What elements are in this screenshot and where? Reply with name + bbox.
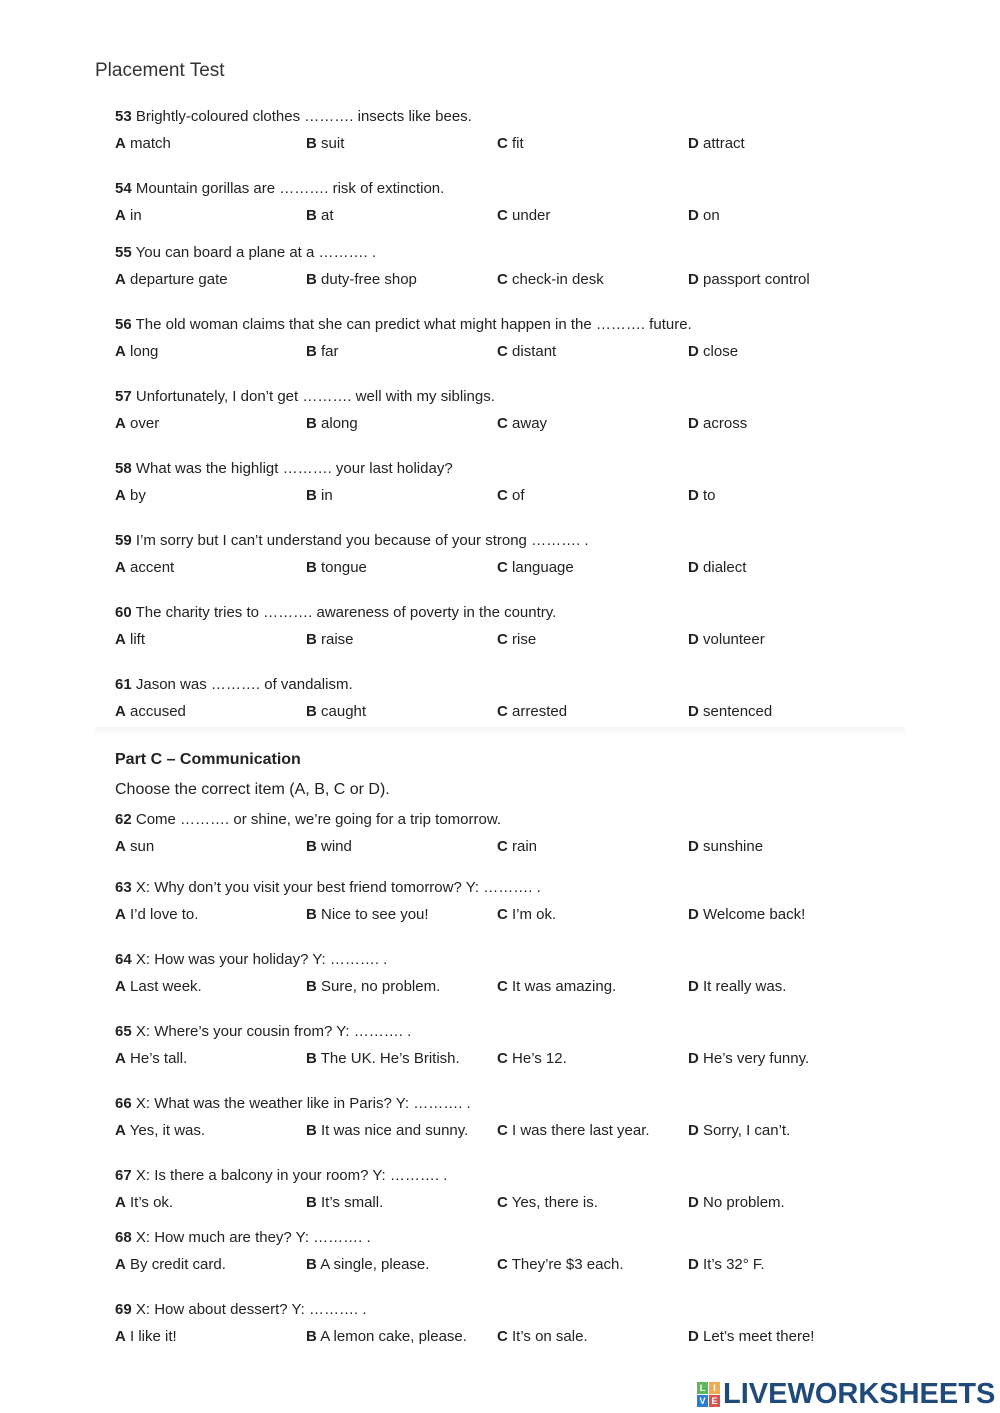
option-63-b[interactable]	[306, 906, 429, 923]
option-62-b[interactable]	[306, 838, 352, 855]
option-text: It really was.	[703, 978, 787, 995]
option-letter: D	[688, 415, 699, 432]
question-62	[115, 811, 501, 828]
option-letter: A	[115, 271, 126, 288]
option-text: wind	[321, 838, 352, 855]
option-letter: B	[306, 559, 317, 576]
logo-block: V	[697, 1395, 708, 1407]
option-65-d[interactable]	[688, 1050, 809, 1067]
option-text: over	[130, 415, 160, 432]
option-68-b[interactable]	[306, 1256, 429, 1273]
question-text: Come ………. or shine, we’re going for a trip tomorrow.	[135, 811, 501, 828]
option-text: They’re $3 each.	[511, 1256, 624, 1273]
option-54-d[interactable]	[688, 207, 720, 224]
option-69-a[interactable]	[115, 1328, 177, 1345]
option-66-b[interactable]	[306, 1122, 468, 1139]
question-text: I’m sorry but I can’t understand you because of your strong ………. .	[135, 532, 589, 549]
option-letter: B	[306, 1328, 317, 1345]
option-text: It was nice and sunny.	[321, 1122, 469, 1139]
question-number: 53	[115, 108, 132, 125]
option-text: The UK. He’s British.	[320, 1050, 460, 1067]
question-text: X: How about dessert? Y: ………. .	[135, 1301, 367, 1318]
option-letter: B	[306, 1256, 317, 1273]
option-text: raise	[321, 631, 354, 648]
option-letter: A	[115, 135, 126, 152]
option-text: on	[703, 207, 720, 224]
question-text: Unfortunately, I don’t get ………. well with my siblings.	[135, 388, 495, 405]
option-text: close	[703, 343, 739, 360]
option-letter: C	[497, 415, 508, 432]
option-text: in	[130, 207, 142, 224]
option-53-b[interactable]	[306, 135, 344, 152]
option-61-b[interactable]	[306, 703, 366, 720]
option-64-c[interactable]	[497, 978, 616, 995]
question-number: 67	[115, 1167, 132, 1184]
option-65-c[interactable]	[497, 1050, 567, 1067]
question-66	[115, 1095, 471, 1112]
question-63	[115, 879, 541, 896]
question-68	[115, 1229, 371, 1246]
option-text: arrested	[512, 703, 568, 720]
option-63-a[interactable]	[115, 906, 198, 923]
option-67-c[interactable]	[497, 1194, 598, 1211]
question-54	[115, 180, 444, 197]
option-text: of	[512, 487, 525, 504]
question-text: Brightly-coloured clothes ………. insects like bees.	[135, 108, 472, 125]
option-text: tongue	[321, 559, 367, 576]
option-59-b[interactable]	[306, 559, 367, 576]
question-text: You can board a plane at a ………. .	[135, 244, 377, 261]
option-text: volunteer	[703, 631, 765, 648]
option-letter: C	[497, 906, 508, 923]
option-54-c[interactable]	[497, 207, 550, 224]
liveworksheets-logo[interactable]	[697, 1378, 995, 1411]
option-letter: A	[115, 1328, 126, 1345]
option-58-a[interactable]	[115, 487, 146, 504]
option-letter: B	[306, 978, 317, 995]
option-text: at	[321, 207, 334, 224]
option-53-c[interactable]	[497, 135, 524, 152]
option-letter: A	[115, 1256, 126, 1273]
question-67	[115, 1167, 447, 1184]
option-text: along	[321, 415, 358, 432]
option-letter: D	[688, 631, 699, 648]
option-text: lift	[130, 631, 146, 648]
option-63-d[interactable]	[688, 906, 805, 923]
option-66-c[interactable]	[497, 1122, 650, 1139]
option-letter: D	[688, 906, 699, 923]
option-text: duty-free shop	[321, 271, 417, 288]
option-text: rise	[512, 631, 537, 648]
option-text: to	[703, 487, 716, 504]
option-text: It was amazing.	[512, 978, 617, 995]
question-56	[115, 316, 692, 333]
option-letter: C	[497, 343, 508, 360]
option-letter: A	[115, 343, 126, 360]
logo-block: L	[697, 1382, 708, 1394]
section-divider	[95, 727, 905, 735]
option-text: accent	[130, 559, 175, 576]
option-letter: C	[497, 559, 508, 576]
option-69-b[interactable]	[306, 1328, 467, 1345]
question-number: 63	[115, 879, 132, 896]
option-61-d[interactable]	[688, 703, 772, 720]
option-letter: D	[688, 1050, 699, 1067]
option-66-a[interactable]	[115, 1122, 205, 1139]
option-text: sun	[130, 838, 155, 855]
question-text: X: What was the weather like in Paris? Y: ………. .	[135, 1095, 471, 1112]
option-62-d[interactable]	[688, 838, 763, 855]
question-text: X: Why don’t you visit your best friend tomorrow? Y: ………. .	[135, 879, 541, 896]
option-text: Sorry, I can’t.	[703, 1122, 791, 1139]
option-text: suit	[321, 135, 345, 152]
option-text: It’s ok.	[130, 1194, 174, 1211]
option-60-b[interactable]	[306, 631, 354, 648]
part-c-heading: Part C – Communication	[115, 751, 301, 768]
option-letter: A	[115, 559, 126, 576]
option-55-b[interactable]	[306, 271, 417, 288]
option-letter: A	[115, 631, 126, 648]
question-number: 58	[115, 460, 132, 477]
option-59-a[interactable]	[115, 559, 174, 576]
option-letter: D	[688, 703, 699, 720]
option-63-c[interactable]	[497, 906, 556, 923]
option-text: passport control	[703, 271, 810, 288]
option-letter: D	[688, 487, 699, 504]
option-64-b[interactable]	[306, 978, 440, 995]
option-letter: C	[497, 978, 508, 995]
option-text: distant	[512, 343, 557, 360]
option-text: by	[130, 487, 146, 504]
option-text: match	[130, 135, 171, 152]
option-67-a[interactable]	[115, 1194, 173, 1211]
logo-block: I	[709, 1382, 720, 1394]
option-letter: D	[688, 1328, 699, 1345]
option-65-b[interactable]	[306, 1050, 460, 1067]
option-57-d[interactable]	[688, 415, 747, 432]
option-65-a[interactable]	[115, 1050, 187, 1067]
option-letter: B	[306, 343, 317, 360]
option-58-c[interactable]	[497, 487, 525, 504]
option-61-c[interactable]	[497, 703, 567, 720]
option-text: long	[130, 343, 159, 360]
option-text: It’s 32° F.	[703, 1256, 765, 1273]
option-59-c[interactable]	[497, 559, 574, 576]
option-letter: C	[497, 838, 508, 855]
question-55	[115, 244, 376, 261]
option-letter: A	[115, 1050, 126, 1067]
option-letter: A	[115, 906, 126, 923]
option-letter: B	[306, 1122, 317, 1139]
option-letter: C	[497, 1194, 508, 1211]
part-c-instruction: Choose the correct item (A, B, C or D).	[115, 781, 390, 798]
question-text: The old woman claims that she can predict what might happen in the ………. future.	[135, 316, 692, 333]
option-text: By credit card.	[130, 1256, 226, 1273]
option-text: He’s 12.	[512, 1050, 567, 1067]
option-text: I’d love to.	[130, 906, 199, 923]
option-text: under	[512, 207, 551, 224]
option-letter: C	[497, 703, 508, 720]
question-text: X: How much are they? Y: ………. .	[135, 1229, 371, 1246]
option-letter: A	[115, 1194, 126, 1211]
question-number: 55	[115, 244, 132, 261]
option-text: far	[321, 343, 339, 360]
option-letter: D	[688, 207, 699, 224]
option-letter: C	[497, 207, 508, 224]
option-62-c[interactable]	[497, 838, 537, 855]
option-54-a[interactable]	[115, 207, 142, 224]
option-letter: A	[115, 415, 126, 432]
option-letter: B	[306, 1050, 317, 1067]
question-number: 62	[115, 811, 132, 828]
option-text: rain	[512, 838, 538, 855]
option-letter: C	[497, 1256, 508, 1273]
option-letter: C	[497, 1122, 508, 1139]
option-text: sentenced	[703, 703, 773, 720]
option-letter: A	[115, 207, 126, 224]
question-text: X: Is there a balcony in your room? Y: ………. .	[135, 1167, 448, 1184]
option-text: fit	[512, 135, 524, 152]
option-56-c[interactable]	[497, 343, 556, 360]
question-text: The charity tries to ………. awareness of poverty in the country.	[135, 604, 557, 621]
option-text: across	[703, 415, 748, 432]
option-53-a[interactable]	[115, 135, 171, 152]
question-text: X: Where’s your cousin from? Y: ………. .	[135, 1023, 412, 1040]
option-letter: B	[306, 487, 317, 504]
option-text: A lemon cake, please.	[320, 1328, 467, 1345]
question-65	[115, 1023, 411, 1040]
option-57-b[interactable]	[306, 415, 358, 432]
question-57	[115, 388, 495, 405]
question-text: X: How was your holiday? Y: ………. .	[135, 951, 388, 968]
option-letter: C	[497, 271, 508, 288]
option-58-d[interactable]	[688, 487, 716, 504]
option-text: check-in desk	[512, 271, 604, 288]
option-text: dialect	[703, 559, 747, 576]
option-letter: D	[688, 343, 699, 360]
option-text: accused	[130, 703, 186, 720]
option-55-c[interactable]	[497, 271, 604, 288]
question-number: 56	[115, 316, 132, 333]
option-text: caught	[321, 703, 367, 720]
question-number: 66	[115, 1095, 132, 1112]
option-56-b[interactable]	[306, 343, 339, 360]
option-letter: B	[306, 703, 317, 720]
question-number: 68	[115, 1229, 132, 1246]
option-letter: C	[497, 1050, 508, 1067]
option-62-a[interactable]	[115, 838, 154, 855]
logo-block: E	[709, 1395, 720, 1407]
option-67-b[interactable]	[306, 1194, 383, 1211]
option-text: Nice to see you!	[321, 906, 429, 923]
option-letter: C	[497, 1328, 508, 1345]
option-58-b[interactable]	[306, 487, 333, 504]
question-53	[115, 108, 472, 125]
question-69	[115, 1301, 367, 1318]
option-56-d[interactable]	[688, 343, 738, 360]
option-letter: D	[688, 838, 699, 855]
option-letter: A	[115, 978, 126, 995]
option-letter: A	[115, 703, 126, 720]
option-letter: D	[688, 1122, 699, 1139]
option-letter: C	[497, 135, 508, 152]
question-number: 69	[115, 1301, 132, 1318]
option-letter: B	[306, 631, 317, 648]
option-letter: D	[688, 271, 699, 288]
option-text: It’s small.	[321, 1194, 384, 1211]
option-text: in	[321, 487, 333, 504]
option-53-d[interactable]	[688, 135, 745, 152]
option-letter: B	[306, 135, 317, 152]
option-59-d[interactable]	[688, 559, 746, 576]
option-text: Let’s meet there!	[703, 1328, 815, 1345]
question-number: 60	[115, 604, 132, 621]
option-60-d[interactable]	[688, 631, 765, 648]
question-text: Jason was ………. of vandalism.	[135, 676, 353, 693]
option-54-b[interactable]	[306, 207, 334, 224]
option-69-d[interactable]	[688, 1328, 814, 1345]
option-64-d[interactable]	[688, 978, 786, 995]
option-text: I’m ok.	[512, 906, 557, 923]
question-58	[115, 460, 453, 477]
question-number: 54	[115, 180, 132, 197]
option-text: Welcome back!	[703, 906, 806, 923]
option-60-c[interactable]	[497, 631, 536, 648]
option-57-a[interactable]	[115, 415, 159, 432]
question-60	[115, 604, 556, 621]
option-letter: D	[688, 1194, 699, 1211]
question-61	[115, 676, 353, 693]
option-68-d[interactable]	[688, 1256, 765, 1273]
question-text: Mountain gorillas are ………. risk of extinction.	[135, 180, 445, 197]
option-letter: A	[115, 487, 126, 504]
question-number: 64	[115, 951, 132, 968]
option-letter: B	[306, 271, 317, 288]
option-text: sunshine	[703, 838, 764, 855]
option-67-d[interactable]	[688, 1194, 785, 1211]
option-64-a[interactable]	[115, 978, 202, 995]
option-text: Yes, there is.	[511, 1194, 598, 1211]
option-letter: D	[688, 978, 699, 995]
option-68-c[interactable]	[497, 1256, 623, 1273]
question-64	[115, 951, 387, 968]
option-letter: B	[306, 415, 317, 432]
page-title: Placement Test	[95, 60, 225, 81]
option-55-d[interactable]	[688, 271, 810, 288]
option-68-a[interactable]	[115, 1256, 226, 1273]
option-text: No problem.	[703, 1194, 785, 1211]
option-letter: D	[688, 1256, 699, 1273]
option-text: Sure, no problem.	[321, 978, 441, 995]
option-letter: B	[306, 838, 317, 855]
question-text: What was the highligt ………. your last holiday?	[135, 460, 453, 477]
option-text: A single, please.	[320, 1256, 430, 1273]
option-letter: C	[497, 631, 508, 648]
question-number: 59	[115, 532, 132, 549]
option-letter: D	[688, 559, 699, 576]
option-56-a[interactable]	[115, 343, 158, 360]
option-text: He’s tall.	[130, 1050, 188, 1067]
option-57-c[interactable]	[497, 415, 547, 432]
option-text: He’s very funny.	[703, 1050, 810, 1067]
option-text: Yes, it was.	[129, 1122, 206, 1139]
option-letter: D	[688, 135, 699, 152]
option-letter: B	[306, 207, 317, 224]
option-letter: C	[497, 487, 508, 504]
option-text: away	[512, 415, 548, 432]
question-number: 57	[115, 388, 132, 405]
option-text: Last week.	[130, 978, 202, 995]
question-59	[115, 532, 589, 549]
option-letter: B	[306, 906, 317, 923]
option-letter: A	[115, 1122, 126, 1139]
option-61-a[interactable]	[115, 703, 186, 720]
option-letter: B	[306, 1194, 317, 1211]
option-text: I like it!	[130, 1328, 177, 1345]
option-letter: A	[115, 838, 126, 855]
option-text: language	[512, 559, 574, 576]
logo-text: LIVEWORKSHEETS	[723, 1378, 996, 1410]
option-55-a[interactable]	[115, 271, 228, 288]
option-text: It’s on sale.	[512, 1328, 588, 1345]
option-60-a[interactable]	[115, 631, 145, 648]
logo-blocks-icon	[697, 1382, 720, 1407]
option-text: departure gate	[130, 271, 228, 288]
option-text: attract	[703, 135, 745, 152]
question-number: 61	[115, 676, 132, 693]
option-66-d[interactable]	[688, 1122, 790, 1139]
option-text: I was there last year.	[512, 1122, 650, 1139]
question-number: 65	[115, 1023, 132, 1040]
option-69-c[interactable]	[497, 1328, 588, 1345]
